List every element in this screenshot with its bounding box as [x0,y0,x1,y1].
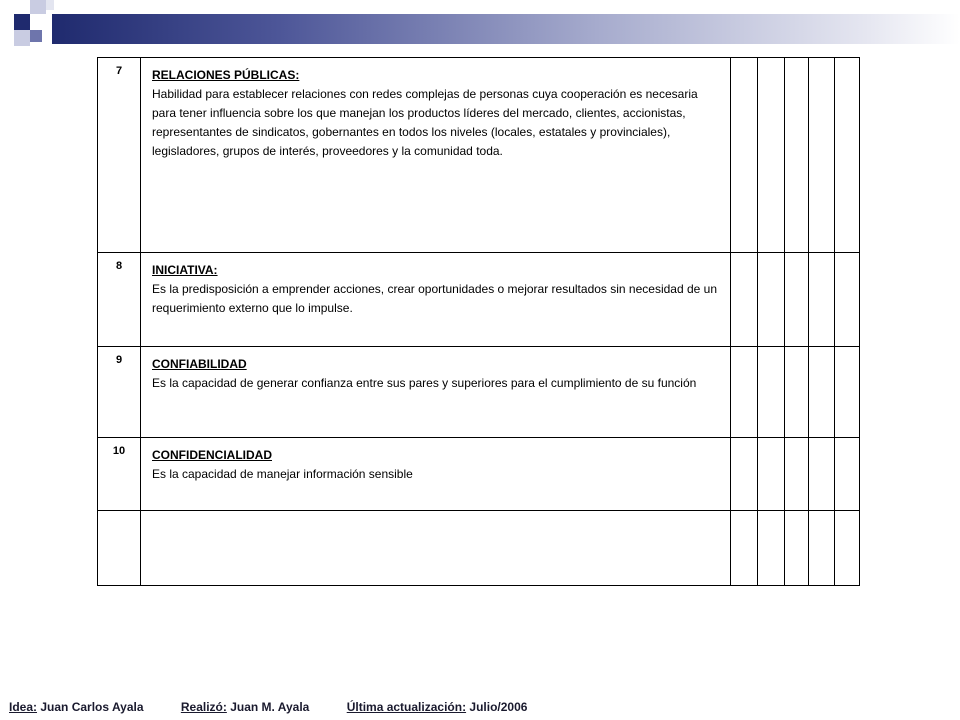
competency-title: INICIATIVA: [152,263,218,277]
competency-cell [141,253,731,347]
table-row [98,253,860,347]
competency-title: CONFIDENCIALIDAD [152,448,272,462]
rating-cell[interactable] [809,438,835,511]
competency-title: RELACIONES PÚBLICAS: [152,68,300,82]
competency-cell [141,347,731,438]
competency-table [97,57,860,586]
competency-cell [141,58,731,253]
competency-description: Es la predisposición a emprender acciones, crear oportunidades o mejorar resultados sin necesidad de un requerimiento externo que lo impulse. [152,282,717,315]
footer-actualizacion-label: Última actualización: [346,700,467,714]
competency-cell [141,438,731,511]
rating-cell[interactable] [758,253,785,347]
row-number: 8 [98,253,141,347]
footer-credits [9,700,527,714]
row-number: 9 [98,347,141,438]
header-square-dark [14,14,30,30]
rating-cell[interactable] [758,58,785,253]
rating-cell[interactable] [785,253,809,347]
footer-realizo [181,700,313,714]
rating-cell[interactable] [758,347,785,438]
table-row [98,438,860,511]
empty-number-cell [98,511,141,586]
header-square-light [46,0,54,10]
header-square-mid [30,30,42,42]
footer-idea [9,700,147,714]
footer-actualizacion [347,700,528,714]
header-square-light [30,0,46,14]
row-number: 10 [98,438,141,511]
rating-cell[interactable] [731,438,758,511]
header-gradient-bar [52,14,960,44]
rating-cell[interactable] [731,347,758,438]
competency-description: Habilidad para establecer relaciones con redes complejas de personas cuya cooperación es necesaria para tener influencia sobre los que manejan los productos líderes del mercado, clientes, accionistas, representantes de sindicatos, gobernantes en todos los niveles (locales, estatales y provinciales), legisladores, grupos de interés, proveedores y la comunidad toda. [152,87,698,158]
rating-cell[interactable] [835,347,860,438]
rating-cell[interactable] [785,58,809,253]
rating-cell[interactable] [785,347,809,438]
rating-cell[interactable] [785,511,809,586]
footer-idea-label: Idea: [9,700,38,714]
rating-cell[interactable] [835,253,860,347]
rating-cell[interactable] [785,438,809,511]
rating-cell[interactable] [835,511,860,586]
rating-cell[interactable] [758,438,785,511]
rating-cell[interactable] [731,58,758,253]
empty-content-cell [141,511,731,586]
rating-cell[interactable] [835,58,860,253]
table-row [98,347,860,438]
row-number: 7 [98,58,141,253]
footer-realizo-value: Juan M. Ayala [230,700,310,714]
competency-description: Es la capacidad de manejar información sensible [152,467,413,481]
rating-cell[interactable] [758,511,785,586]
table-row [98,58,860,253]
table-row-empty [98,511,860,586]
footer-idea-value: Juan Carlos Ayala [40,700,144,714]
competency-description: Es la capacidad de generar confianza entre sus pares y superiores para el cumplimiento de su función [152,376,697,390]
rating-cell[interactable] [809,253,835,347]
rating-cell[interactable] [809,347,835,438]
rating-cell[interactable] [731,511,758,586]
rating-cell[interactable] [731,253,758,347]
header-square-light [14,30,30,46]
rating-cell[interactable] [835,438,860,511]
footer-actualizacion-value: Julio/2006 [469,700,528,714]
rating-cell[interactable] [809,58,835,253]
footer-realizo-label: Realizó: [180,700,227,714]
competency-title: CONFIABILIDAD [152,357,247,371]
rating-cell[interactable] [809,511,835,586]
